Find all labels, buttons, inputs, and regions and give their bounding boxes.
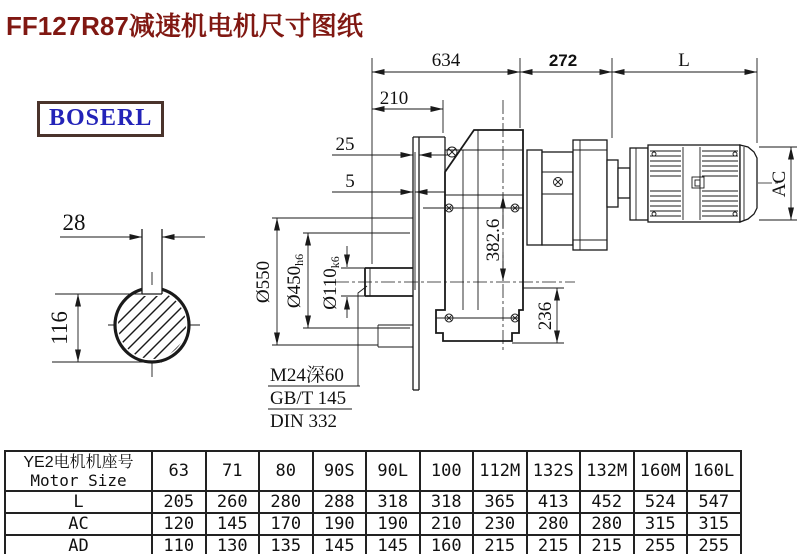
table-cell: 230 — [473, 513, 527, 535]
dim-236-label: 236 — [535, 301, 556, 331]
shaft-section-detail — [28, 210, 240, 413]
table-row — [5, 491, 741, 513]
table-cell: 110 — [152, 535, 206, 554]
dim-382-label: 382.6 — [483, 218, 504, 262]
table-cell: 452 — [580, 491, 634, 513]
table-cell: 315 — [687, 513, 741, 535]
table-cell: 215 — [580, 535, 634, 554]
table-cell: 170 — [259, 513, 313, 535]
motor-size-column-header: 112M — [473, 451, 527, 491]
dim-L-label: L — [678, 50, 690, 71]
dim-450-value: Ø450 — [284, 265, 305, 309]
motor-size-column-header: 90L — [366, 451, 420, 491]
table-cell: 215 — [527, 535, 581, 554]
table-cell: 365 — [473, 491, 527, 513]
table-cell: 280 — [259, 491, 313, 513]
table-cell: 190 — [313, 513, 367, 535]
motor-size-column-header: 160L — [687, 451, 741, 491]
motor-size-column-header: 132S — [527, 451, 581, 491]
dim-450-tolerance: h6 — [292, 253, 306, 266]
dim-AC-label: AC — [769, 170, 790, 198]
table-cell: 215 — [473, 535, 527, 554]
dim-110-tolerance: k6 — [328, 256, 342, 269]
note-gbt-label: GB/T 145 — [270, 388, 347, 409]
logo-text: BOSERL — [49, 105, 153, 131]
dim-272-label: 272 — [548, 51, 578, 70]
row-label: L — [5, 491, 152, 513]
dim-116-label: 116 — [47, 311, 72, 345]
motor-size-column-header: 132M — [580, 451, 634, 491]
adapter-coupling — [527, 140, 630, 250]
table-cell: 255 — [687, 535, 741, 554]
note-din-label: DIN 332 — [270, 411, 338, 432]
dim-28-label: 28 — [62, 210, 86, 235]
table-cell: 280 — [527, 513, 581, 535]
motor — [630, 145, 797, 222]
table-cell: 288 — [313, 491, 367, 513]
table-cell: 255 — [634, 535, 688, 554]
note-thread-label: M24深60 — [270, 365, 344, 386]
table-cell: 160 — [420, 535, 474, 554]
table-cell: 120 — [152, 513, 206, 535]
motor-size-column-header: 90S — [313, 451, 367, 491]
table-cell: 524 — [634, 491, 688, 513]
table-cell: 210 — [420, 513, 474, 535]
dim-210-label: 210 — [379, 88, 409, 109]
table-header-row — [5, 451, 741, 491]
table-cell: 547 — [687, 491, 741, 513]
dim-450-label — [284, 254, 306, 308]
gearbox-dimensions — [253, 196, 564, 345]
table-cell: 315 — [634, 513, 688, 535]
row-label: AD — [5, 535, 152, 554]
motor-size-column-header: 100 — [420, 451, 474, 491]
motor-size-column-header: 160M — [634, 451, 688, 491]
dimension-drawing — [0, 50, 800, 442]
table-cell: 145 — [206, 513, 260, 535]
table-row — [5, 535, 741, 554]
table-cell: 205 — [152, 491, 206, 513]
motor-size-column-header: 80 — [259, 451, 313, 491]
thread-note — [268, 286, 367, 432]
motor-size-column-header: 71 — [206, 451, 260, 491]
dim-634-label: 634 — [431, 50, 461, 71]
dim-5-label: 5 — [345, 171, 355, 192]
dim-25-label: 25 — [335, 134, 355, 155]
table-row — [5, 513, 741, 535]
motor-size-table — [4, 450, 742, 554]
table-cell: 260 — [206, 491, 260, 513]
table-cell: 135 — [259, 535, 313, 554]
table-cell: 318 — [366, 491, 420, 513]
motor-size-column-header: 63 — [152, 451, 206, 491]
dim-110-label — [320, 256, 342, 310]
table-cell: 413 — [527, 491, 581, 513]
header-english: Motor Size — [30, 470, 127, 490]
dim-110-value: Ø110 — [320, 268, 341, 310]
table-cell: 145 — [313, 535, 367, 554]
row-label: AC — [5, 513, 152, 535]
dim-550-label: Ø550 — [253, 260, 274, 304]
table-cell: 130 — [206, 535, 260, 554]
page-title: FF127R87减速机电机尺寸图纸 — [6, 11, 363, 41]
header-chinese: YE2电机机座号 — [23, 453, 134, 471]
table-cell: 318 — [420, 491, 474, 513]
table-cell: 145 — [366, 535, 420, 554]
motor-size-header-cell — [5, 451, 152, 491]
table-cell: 280 — [580, 513, 634, 535]
bolt-icon — [445, 147, 519, 322]
table-cell: 190 — [366, 513, 420, 535]
